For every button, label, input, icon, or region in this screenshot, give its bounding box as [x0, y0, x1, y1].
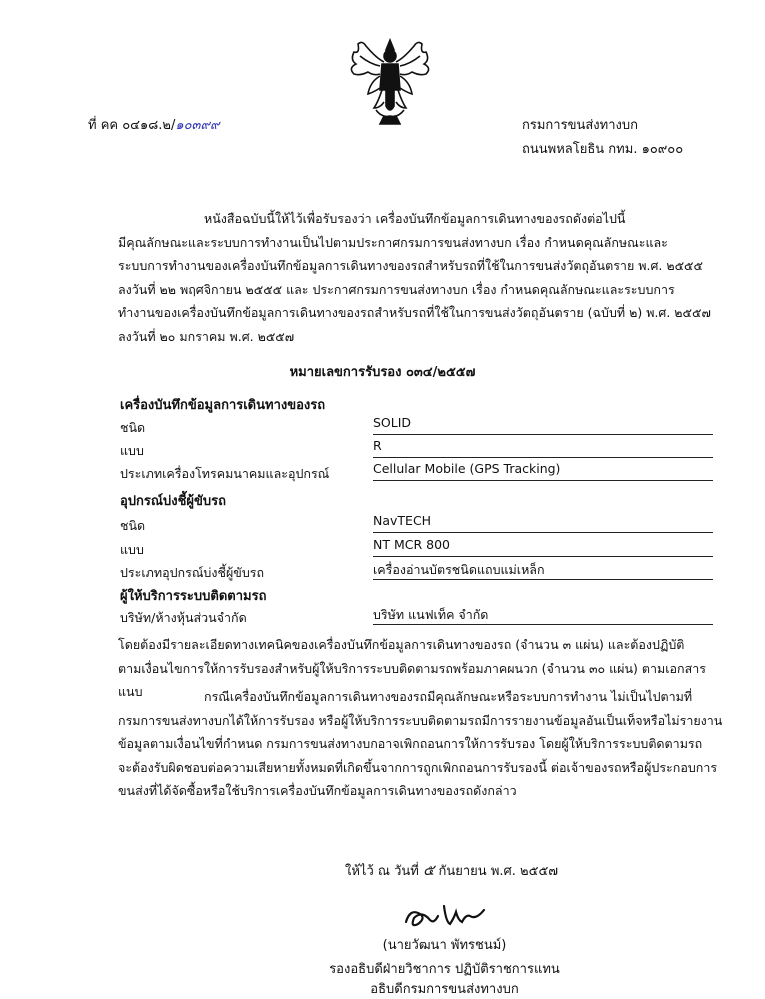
paragraph-line: หนังสือฉบับนี้ให้ไว้เพื่อรับรองว่า เครื่องบันทึกข้อมูลการเดินทางของรถดังต่อไปนี้: [204, 211, 626, 226]
field-label: บริษัท/ห้างหุ้นส่วนจำกัด: [120, 610, 247, 625]
field-label: แบบ: [120, 542, 144, 557]
paragraph-line: ขนส่งที่ได้จัดซื้อหรือใช้บริการเครื่องบันทึกข้อมูลการเดินทางของรถดังกล่าว: [118, 783, 517, 798]
conditions-paragraph: [118, 685, 728, 803]
field-value: Cellular Mobile (GPS Tracking): [373, 461, 713, 481]
reference-number-handwritten: ๑๐๓๙๙: [175, 118, 220, 133]
field-value: บริษัท แนฟเท็ค จำกัด: [373, 605, 713, 625]
paragraph-line: ลงวันที่ ๒๒ พฤศจิกายน ๒๕๕๕ และ ประกาศกรมการขนส่งทางบก เรื่อง กำหนดคุณลักษณะและระบบการ: [118, 281, 675, 297]
field-value: NT MCR 800: [373, 537, 713, 557]
paragraph-line: กรมการขนส่งทางบกได้ให้การรับรอง หรือผู้ให้บริการระบบติดตามรถมีการรายงานข้อมูลอันเป็นเท็จหรือไม่รายงาน: [118, 712, 723, 728]
paragraph-line: โดยต้องมีรายละเอียดทางเทคนิคของเครื่องบันทึกข้อมูลการเดินทางของรถ (จำนวน ๓ แผ่น) และต้องปฏิบัติ: [118, 637, 685, 652]
dateline-day-handwritten: ๕: [422, 861, 435, 879]
dateline-month: กันยายน: [438, 864, 487, 879]
dateline-prefix: ให้ไว้ ณ วันที่: [345, 864, 419, 879]
handwritten-signature: [400, 898, 490, 932]
paragraph-line: ตามเงื่อนไขการให้การรับรองสำหรับผู้ให้บริการระบบติดตามรถพร้อมภาคผนวก (จำนวน ๓๐ แผ่น) ตามเอกสารแนบ: [118, 660, 706, 699]
field-value: SOLID: [373, 415, 713, 435]
paragraph-line: จะต้องรับผิดชอบต่อความเสียหายทั้งหมดที่เกิดขึ้นจากการถูกเพิกถอนการรับรองนี้ ต่อเจ้าของรถหรือผู้ประกอบการ: [118, 759, 718, 775]
paragraph-line: ทำงานของเครื่องบันทึกข้อมูลการเดินทางของรถสำหรับรถที่ใช้ในการขนส่งวัตถุอันตราย (ฉบับที่ ๒) พ.ศ. ๒๕๕๗: [118, 305, 711, 320]
paragraph-line: กรณีเครื่องบันทึกข้อมูลการเดินทางของรถมีคุณลักษณะหรือระบบการทำงาน ไม่เป็นไปตามที่: [204, 689, 693, 704]
signatory-name: (นายวัฒนา พัทรชนม์): [382, 938, 507, 953]
field-label: ชนิด: [120, 518, 146, 533]
field-value: เครื่องอ่านบัตรชนิดแถบแม่เหล็ก: [373, 560, 713, 580]
field-label: ประเภทเครื่องโทรคมนาคมและอุปกรณ์: [120, 466, 330, 481]
section-heading-recorder: เครื่องบันทึกข้อมูลการเดินทางของรถ: [120, 398, 326, 413]
dateline: [345, 858, 558, 882]
certification-paragraph: [118, 207, 718, 348]
field-label: แบบ: [120, 443, 144, 458]
field-value: NavTECH: [373, 513, 713, 533]
field-label: ชนิด: [120, 420, 146, 435]
paragraph-line: ข้อมูลตามเงื่อนไขที่กำหนด กรมการขนส่งทางบกอาจเพิกถอนการให้การรับรอง โดยผู้ให้บริการระบบติดตามรถ: [118, 736, 703, 751]
paragraph-line: มีคุณลักษณะและระบบการทำงานเป็นไปตามประกาศกรมการขนส่งทางบก เรื่อง กำหนดคุณลักษณะและ: [118, 234, 668, 250]
org-name: กรมการขนส่งทางบก: [522, 118, 638, 133]
section-heading-driver-id: อุปกรณ์บ่งชี้ผู้ขับรถ: [120, 494, 227, 509]
paragraph-line: ระบบการทำงานของเครื่องบันทึกข้อมูลการเดินทางของรถสำหรับรถที่ใช้ในการขนส่งวัตถุอันตราย พ.ศ. ๒๕๕๕: [118, 258, 703, 273]
field-label: ประเภทอุปกรณ์บ่งชี้ผู้ขับรถ: [120, 565, 265, 580]
dateline-year-prefix: พ.ศ.: [490, 864, 516, 879]
dateline-year: ๒๕๕๗: [520, 864, 559, 879]
reference-number: [88, 114, 220, 135]
signatory-title: รองอธิบดีฝ่ายวิชาการ ปฏิบัติราชการแทน: [329, 962, 560, 977]
garuda-emblem: [340, 36, 440, 128]
paragraph-line: ลงวันที่ ๒๐ มกราคม พ.ศ. ๒๕๕๗: [118, 328, 295, 344]
signatory-department: อธิบดีกรมการขนส่งทางบก: [370, 982, 519, 997]
field-value: R: [373, 438, 713, 458]
org-address: ถนนพหลโยธิน กทม. ๑๐๙๐๐: [522, 142, 684, 157]
reference-prefix: ที่ คค ๐๔๑๘.๒/: [88, 118, 176, 133]
section-heading-tracking-provider: ผู้ให้บริการระบบติดตามรถ: [120, 589, 267, 604]
certificate-number: หมายเลขการรับรอง ๐๓๔/๒๕๕๗: [289, 365, 476, 380]
